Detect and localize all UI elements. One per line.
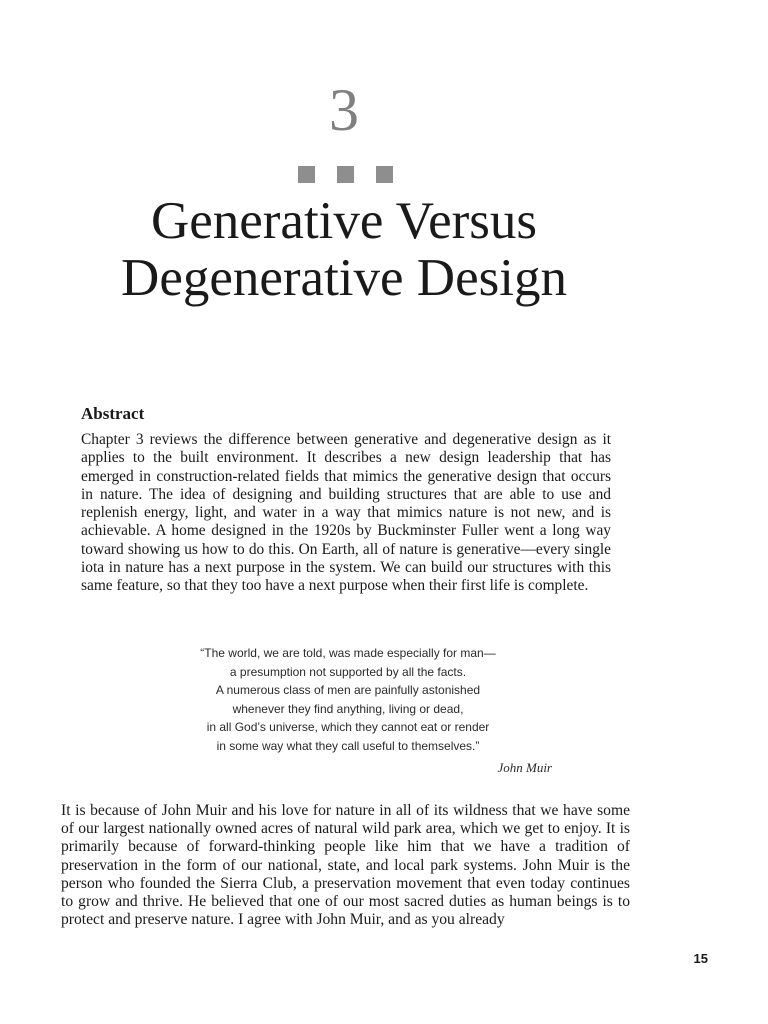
body-paragraph: It is because of John Muir and his love for nature in all of its wildness that we have some of our largest nationally owned acres of natural wild park area, which we get to enjoy. It is primarily because of forward-thinking people like him that we have a tradition of preservation in the form of our national, state, and local park systems. John Muir is the person who founded the Sierra Club, a preservation movement that even today continues to grow and thrive. He believed that one of our most sacred duties as human beings is to protect and preserve nature. I agree with John Muir, and as you already (61, 802, 630, 929)
epigraph-quote (168, 644, 528, 756)
ornament-square (298, 166, 315, 183)
chapter-ornament (298, 166, 393, 183)
ornament-square (337, 166, 354, 183)
chapter-title: Generative Versus Degenerative Design (121, 192, 567, 307)
epigraph-line: a presumption not supported by all the facts. (229, 664, 467, 679)
epigraph-line: “The world, we are told, was made especially for man— (200, 646, 496, 660)
epigraph-line: in some way what they call useful to themselves.” (216, 738, 480, 753)
epigraph-author: John Muir (497, 760, 552, 775)
epigraph-line: whenever they find anything, living or dead, (232, 701, 464, 716)
abstract-heading: Abstract (81, 404, 145, 423)
page-number: 15 (693, 951, 708, 966)
epigraph-line: A numerous class of men are painfully astonished (215, 683, 481, 698)
ornament-square (376, 166, 393, 183)
epigraph-line: in all God’s universe, which they cannot eat or render (206, 720, 490, 735)
chapter-number: 3 (329, 77, 359, 143)
abstract-body: Chapter 3 reviews the difference between generative and degenerative design as it applies to the built environment. It describes a new design leadership that has emerged in construction-related fields that mimics the generative design that occurs in nature. The idea of designing and building structures that are able to use and replenish energy, light, and water in a way that mimics nature is not new, and is achievable. A home designed in the 1920s by Buckminster Fuller went a long way toward showing us how to do this. On Earth, all of nature is generative—every single iota in nature has a next purpose in the system. We can build our structures with this same feature, so that they too have a next purpose when their first life is complete. (81, 431, 611, 595)
